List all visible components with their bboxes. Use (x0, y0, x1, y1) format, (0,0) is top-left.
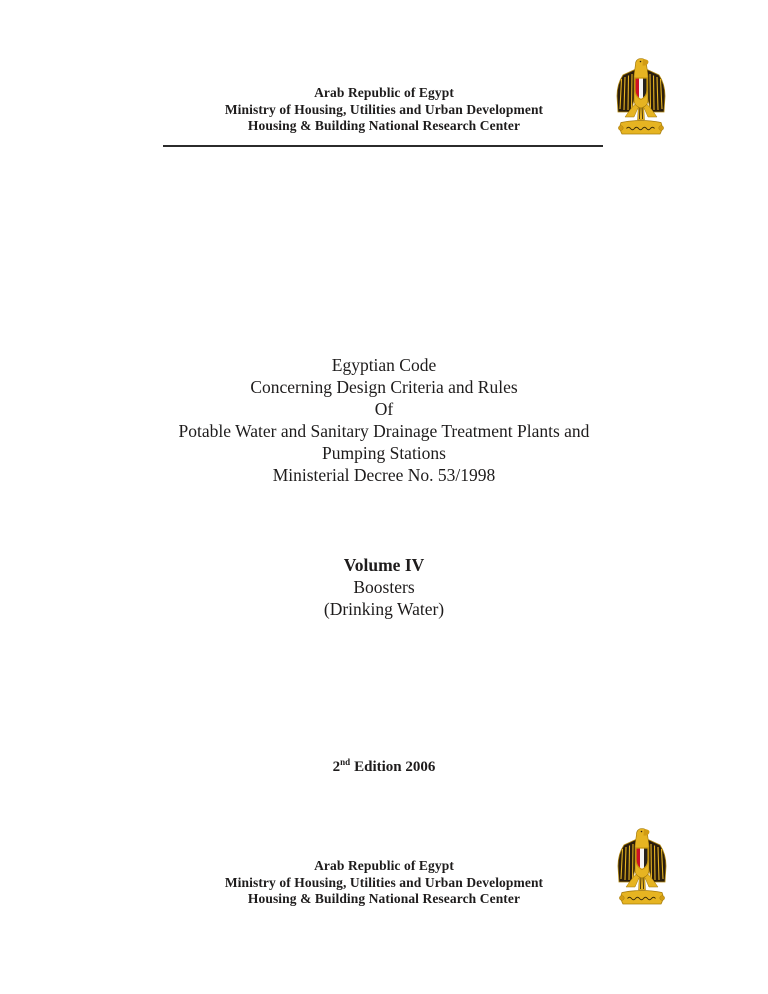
org-line-ministry: Ministry of Housing, Utilities and Urban Development (224, 874, 544, 890)
org-line-country: Arab Republic of Egypt (314, 858, 454, 873)
volume-block (0, 554, 768, 620)
egypt-coat-of-arms-icon (615, 826, 669, 908)
volume-number: Volume IV (343, 555, 425, 575)
org-line-country: Arab Republic of Egypt (314, 85, 454, 100)
edition-label: Edition 2006 (354, 759, 436, 775)
volume-note: (Drinking Water) (323, 599, 445, 619)
header-divider (163, 145, 603, 147)
title-line-subject-1: Potable Water and Sanitary Drainage Treatment Plants and (178, 421, 590, 441)
title-line-concerning: Concerning Design Criteria and Rules (250, 377, 518, 397)
title-line-decree: Ministerial Decree No. 53/1998 (272, 465, 496, 485)
org-line-center: Housing & Building National Research Center (247, 891, 521, 906)
document-title (0, 354, 768, 486)
org-line-center: Housing & Building National Research Center (247, 118, 521, 133)
edition-number: 2 (332, 759, 341, 775)
title-line-of: Of (374, 399, 394, 419)
edition-ordinal: nd (340, 757, 351, 767)
title-line-subject-2: Pumping Stations (322, 443, 446, 463)
volume-subject: Boosters (353, 577, 415, 597)
title-line-code: Egyptian Code (331, 355, 437, 375)
edition-line (0, 758, 768, 776)
egypt-coat-of-arms-icon (614, 56, 668, 138)
org-line-ministry: Ministry of Housing, Utilities and Urban Development (224, 101, 544, 117)
